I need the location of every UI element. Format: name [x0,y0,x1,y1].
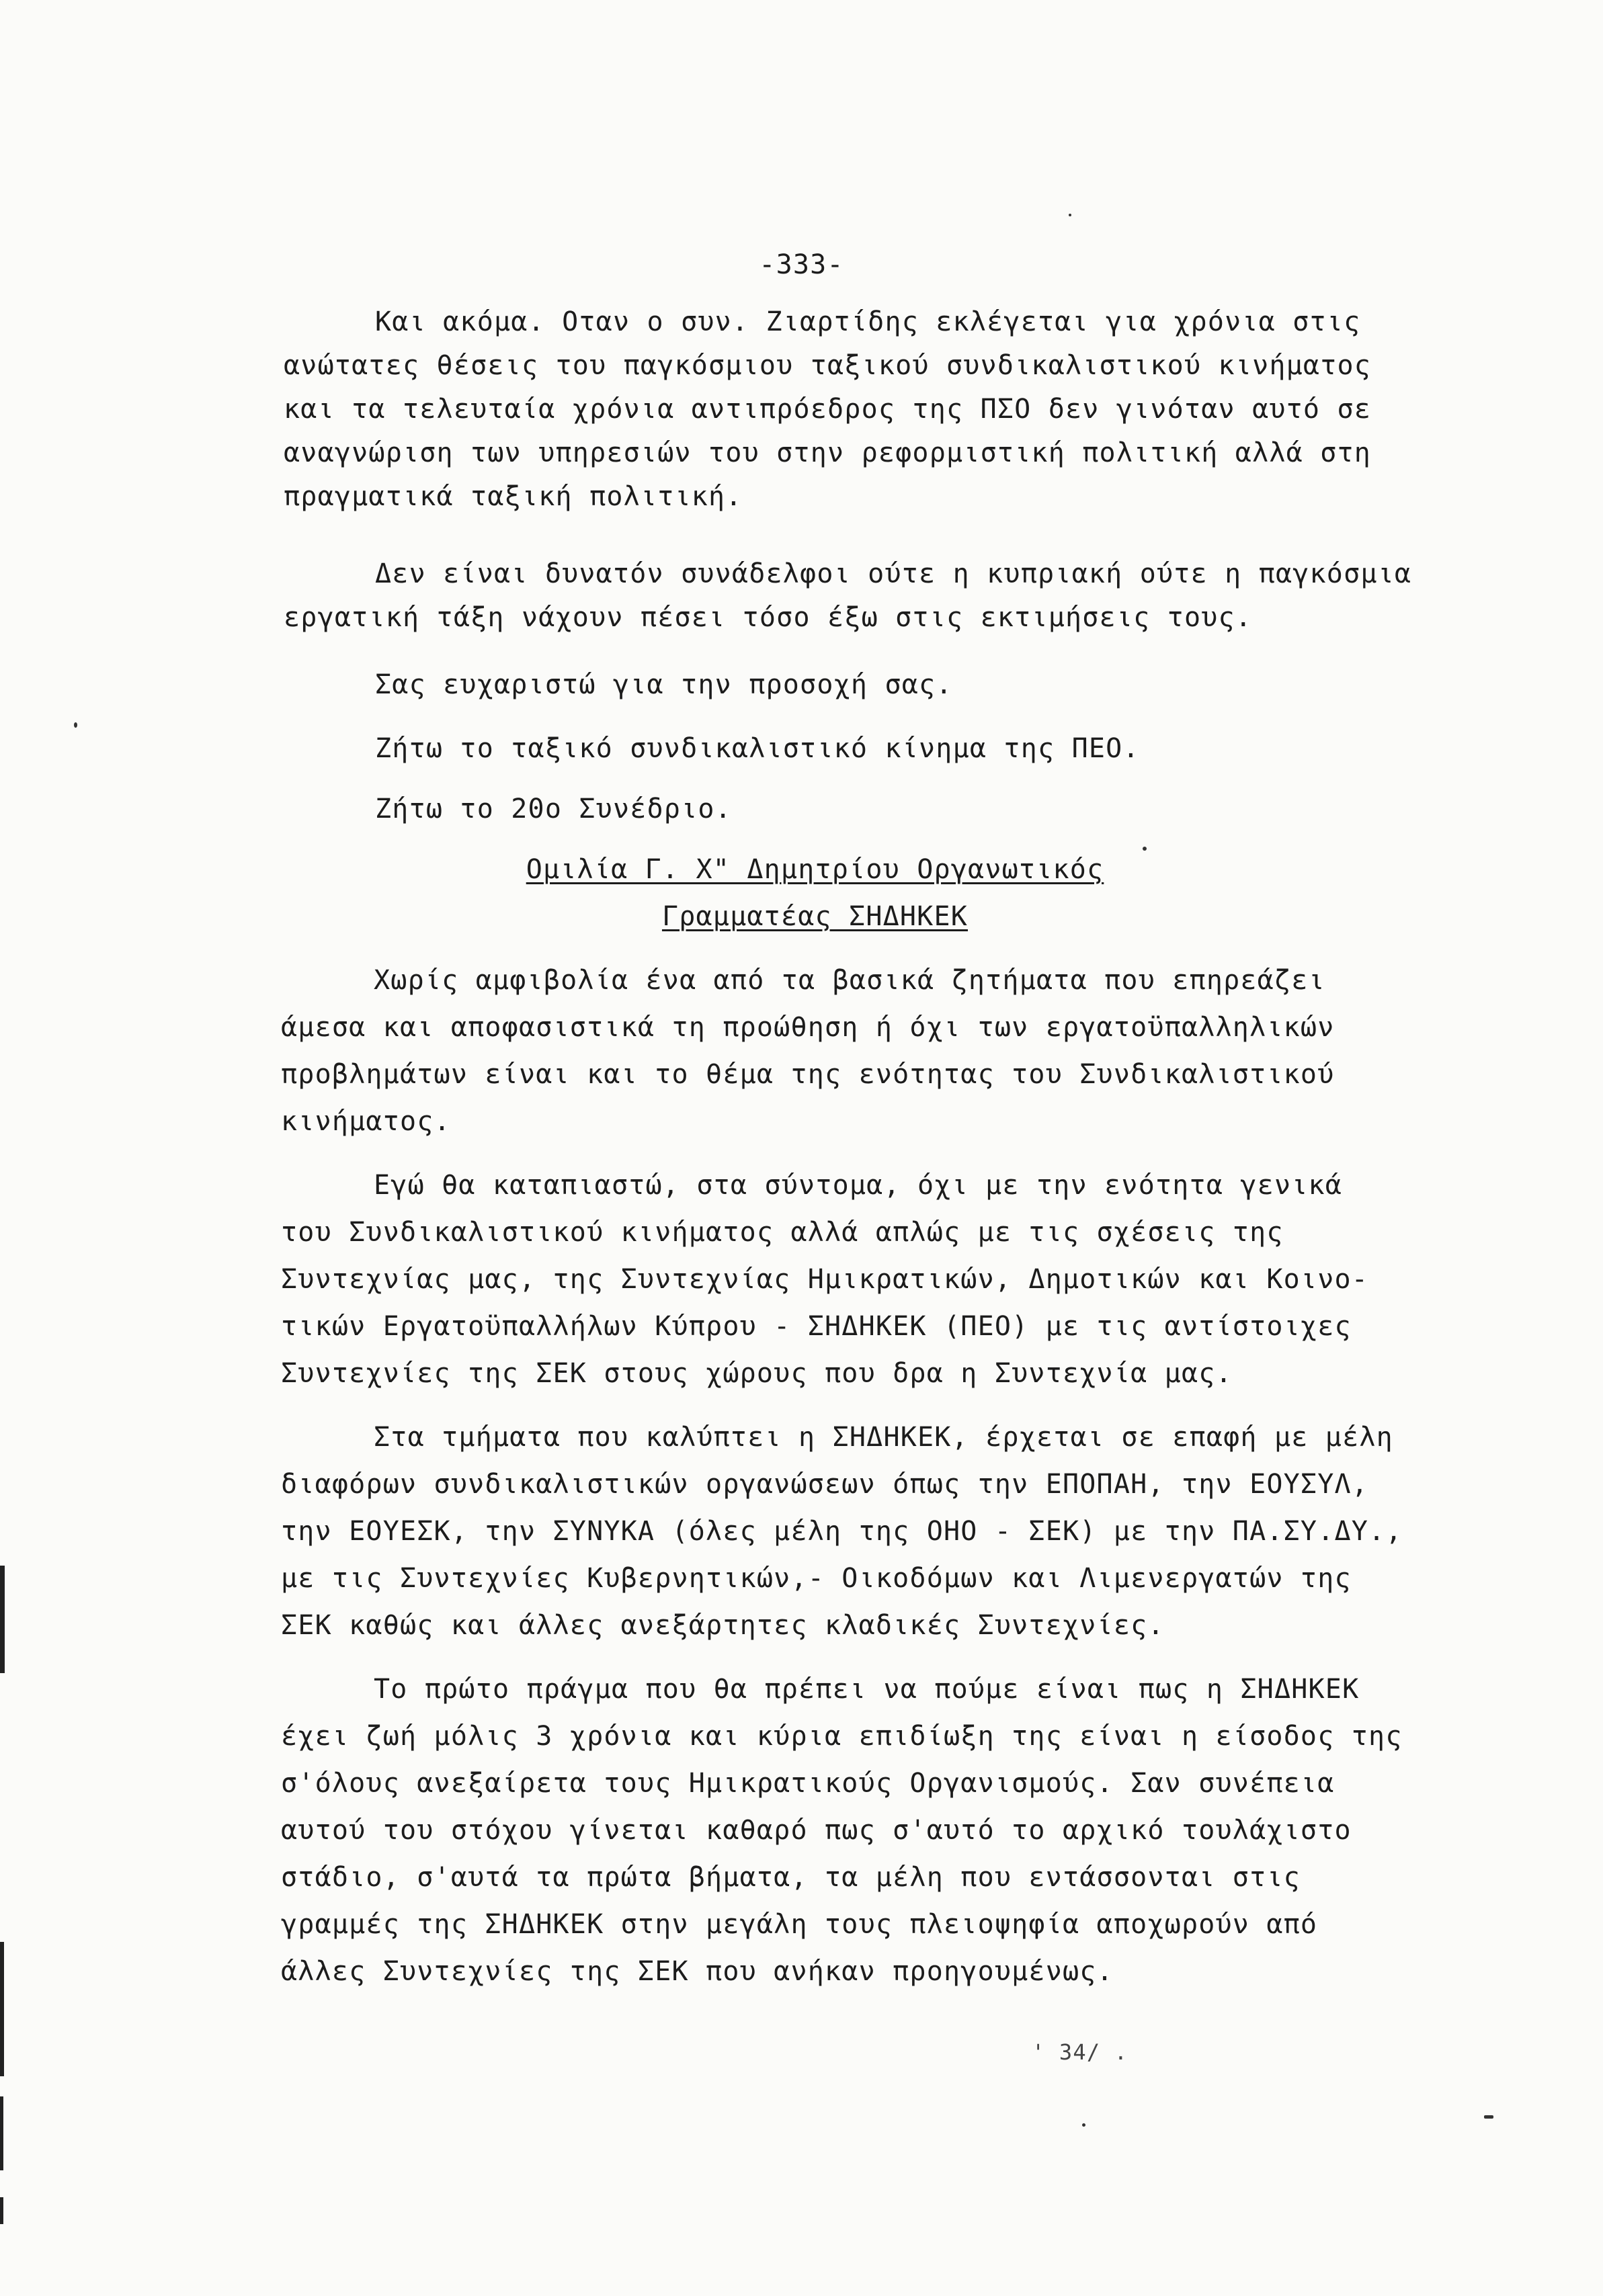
text-line: έχει ζωή μόλις 3 χρόνια και κύρια επιδίωξη της είναι η είσοδος της [281,1721,1403,1752]
text-line: Στα τμήματα που καλύπτει η ΣΗΔΗΚΕΚ, έρχεται σε επαφή με μέλη [374,1422,1393,1453]
scan-speck [74,722,77,728]
scan-speck [1082,2123,1085,2127]
text-line: στάδιο, σ'αυτά τα πρώτα βήματα, τα μέλη που εντάσσονται στις [281,1862,1301,1893]
scan-edge-mark [0,2197,3,2224]
text-line: του Συνδικαλιστικού κινήματος αλλά απλώς με τις σχέσεις της [281,1217,1284,1248]
text-line: άμεσα και αποφασιστικά τη προώθηση ή όχι των εργατοϋπαλληλικών [281,1012,1335,1043]
text-line: Δεν είναι δυνατόν συνάδελφοι ούτε η κυπριακή ούτε η παγκόσμια [375,558,1412,589]
text-line: ΣΕΚ καθώς και άλλες ανεξάρτητες κλαδικές Συντεχνίες. [281,1610,1165,1641]
text-line: Συντεχνίας μας, της Συντεχνίας Ημικρατικών, Δημοτικών και Κοινο- [281,1264,1369,1295]
scan-speck [1143,847,1147,851]
text-line: προβλημάτων είναι και το θέμα της ενότητας του Συνδικαλιστικού [281,1059,1335,1090]
text-line: και τα τελευταία χρόνια αντιπρόεδρος της ΠΣΟ δεν γινόταν αυτό σε [284,394,1372,425]
text-line: σ'όλους ανεξαίρετα τους Ημικρατικούς Οργανισμούς. Σαν συνέπεια [281,1768,1335,1799]
text-line: με τις Συντεχνίες Κυβερνητικών,- Οικοδόμων και Λιμενεργατών της [281,1563,1352,1594]
text-line: την ΕΟΥΕΣΚ, την ΣΥΝΥΚΑ (όλες μέλη της ΟΗΟ - ΣΕΚ) με την ΠΑ.ΣΥ.ΔΥ., [281,1516,1403,1547]
scan-edge-mark [0,2096,3,2170]
scan-edge-mark [0,1942,4,2076]
scan-edge-mark [0,1566,5,1673]
text-line: Ζήτω το 20ο Συνέδριο. [375,794,732,824]
text-line: τικών Εργατοϋπαλλήλων Κύπρου - ΣΗΔΗΚΕΚ (ΠΕΟ) με τις αντίστοιχες [281,1311,1352,1342]
text-line: γραμμές της ΣΗΔΗΚΕΚ στην μεγάλη τους πλειοψηφία αποχωρούν από [281,1909,1318,1940]
text-line: Ζήτω το ταξικό συνδικαλιστικό κίνημα της ΠΕΟ. [375,733,1140,764]
text-line: πραγματικά ταξική πολιτική. [284,481,743,512]
text-line: κινήματος. [281,1106,451,1137]
text-line: αναγνώριση των υπηρεσιών του στην ρεφορμιστική πολιτική αλλά στη [284,437,1372,468]
text-line: Σας ευχαριστώ για την προσοχή σας. [375,669,953,700]
text-line: εργατική τάξη νάχουν πέσει τόσο έξω στις εκτιμήσεις τους. [284,602,1253,633]
text-line: διαφόρων συνδικαλιστικών οργανώσεων όπως την ΕΠΟΠΑΗ, την ΕΟΥΣΥΛ, [281,1469,1369,1500]
text-line: Και ακόμα. Οταν ο συν. Ζιαρτίδης εκλέγεται για χρόνια στις [375,306,1361,337]
speech-heading-line1: Ομιλία Γ. Χ" Δημητρίου Οργανωτικός [526,854,1104,885]
text-line: αυτού του στόχου γίνεται καθαρό πως σ'αυτό το αρχικό τουλάχιστο [281,1815,1352,1846]
text-line: άλλες Συντεχνίες της ΣΕΚ που ανήκαν προηγουμένως. [281,1956,1114,1987]
text-line: Χωρίς αμφιβολία ένα από τα βασικά ζητήματα που επηρεάζει [374,965,1325,996]
scan-speck [1069,214,1071,216]
text-line: Συντεχνίες της ΣΕΚ στους χώρους που δρα η Συντεχνία μας. [281,1358,1233,1389]
continuation-mark: ' 34/ . [1032,2039,1128,2065]
text-line: ανώτατες θέσεις του παγκόσμιου ταξικού συνδικαλιστικού κινήματος [284,350,1372,381]
page-number: -333- [759,249,844,280]
scan-speck [1484,2115,1493,2119]
speech-heading-line2: Γραμματέας ΣΗΔΗΚΕΚ [661,901,969,932]
text-line: Εγώ θα καταπιαστώ, στα σύντομα, όχι με την ενότητα γενικά [374,1170,1343,1201]
text-line: Το πρώτο πράγμα που θα πρέπει να πούμε είναι πως η ΣΗΔΗΚΕΚ [374,1674,1360,1705]
